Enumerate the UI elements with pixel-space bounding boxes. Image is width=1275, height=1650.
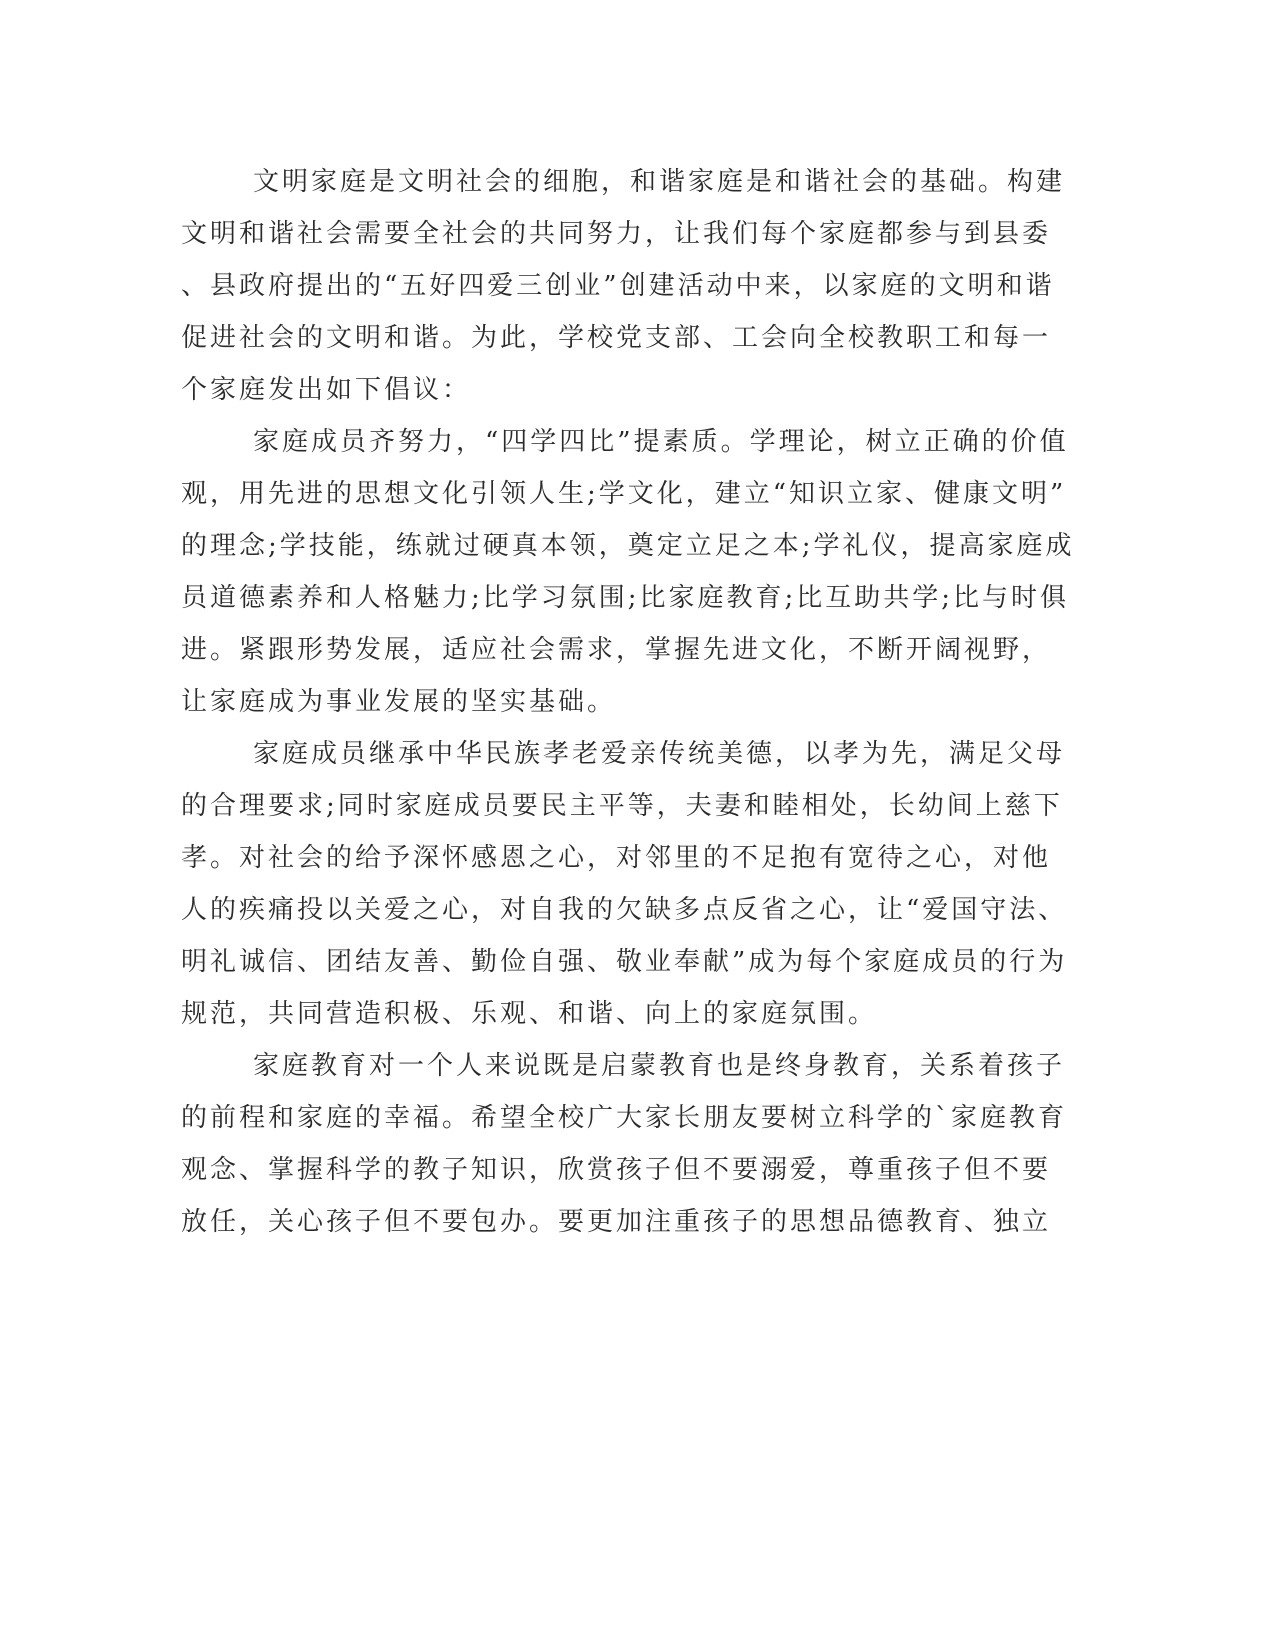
text-line: 的前程和家庭的幸福。希望全校广大家长朋友要树立科学的`家庭教育 [181, 1103, 1068, 1133]
text-line: 、县政府提出的“五好四爱三创业”创建活动中来，以家庭的文明和谐 [181, 271, 1055, 301]
text-line: 家庭教育对一个人来说既是启蒙教育也是终身教育，关系着孩子 [253, 1051, 1066, 1081]
text-line: 规范，共同营造积极、乐观、和谐、向上的家庭氛围。 [181, 999, 878, 1029]
text-line: 观，用先进的思想文化引领人生;学文化，建立“知识立家、健康文明” [181, 479, 1067, 509]
text-line: 的合理要求;同时家庭成员要民主平等，夫妻和睦相处，长幼间上慈下 [181, 791, 1063, 821]
text-line: 的理念;学技能，练就过硬真本领，奠定立足之本;学礼仪，提高家庭成 [181, 531, 1075, 561]
text-line: 个家庭发出如下倡议： [181, 375, 472, 405]
text-line: 家庭成员继承中华民族孝老爱亲传统美德，以孝为先，满足父母 [253, 739, 1066, 769]
text-line: 孝。对社会的给予深怀感恩之心，对邻里的不足抱有宽待之心，对他 [181, 843, 1052, 873]
text-line: 员道德素养和人格魅力;比学习氛围;比家庭教育;比互助共学;比与时俱 [181, 583, 1070, 613]
text-line: 进。紧跟形势发展，适应社会需求，掌握先进文化，不断开阔视野， [181, 635, 1052, 665]
document-body [181, 156, 1075, 1248]
text-line: 放任，关心孩子但不要包办。要更加注重孩子的思想品德教育、独立 [181, 1207, 1052, 1237]
text-line: 让家庭成为事业发展的坚实基础。 [181, 687, 617, 717]
text-line: 文明家庭是文明社会的细胞，和谐家庭是和谐社会的基础。构建 [253, 167, 1066, 197]
text-line: 文明和谐社会需要全社会的共同努力，让我们每个家庭都参与到县委 [181, 219, 1052, 249]
text-line: 人的疾痛投以关爱之心，对自我的欠缺多点反省之心，让“爱国守法、 [181, 895, 1068, 925]
text-line: 明礼诚信、团结友善、勤俭自强、敬业奉献”成为每个家庭成员的行为 [181, 947, 1068, 977]
text-line: 促进社会的文明和谐。为此，学校党支部、工会向全校教职工和每一 [181, 323, 1052, 353]
text-line: 家庭成员齐努力，“四学四比”提素质。学理论，树立正确的价值 [253, 427, 1069, 457]
text-line: 观念、掌握科学的教子知识，欣赏孩子但不要溺爱，尊重孩子但不要 [181, 1155, 1052, 1185]
